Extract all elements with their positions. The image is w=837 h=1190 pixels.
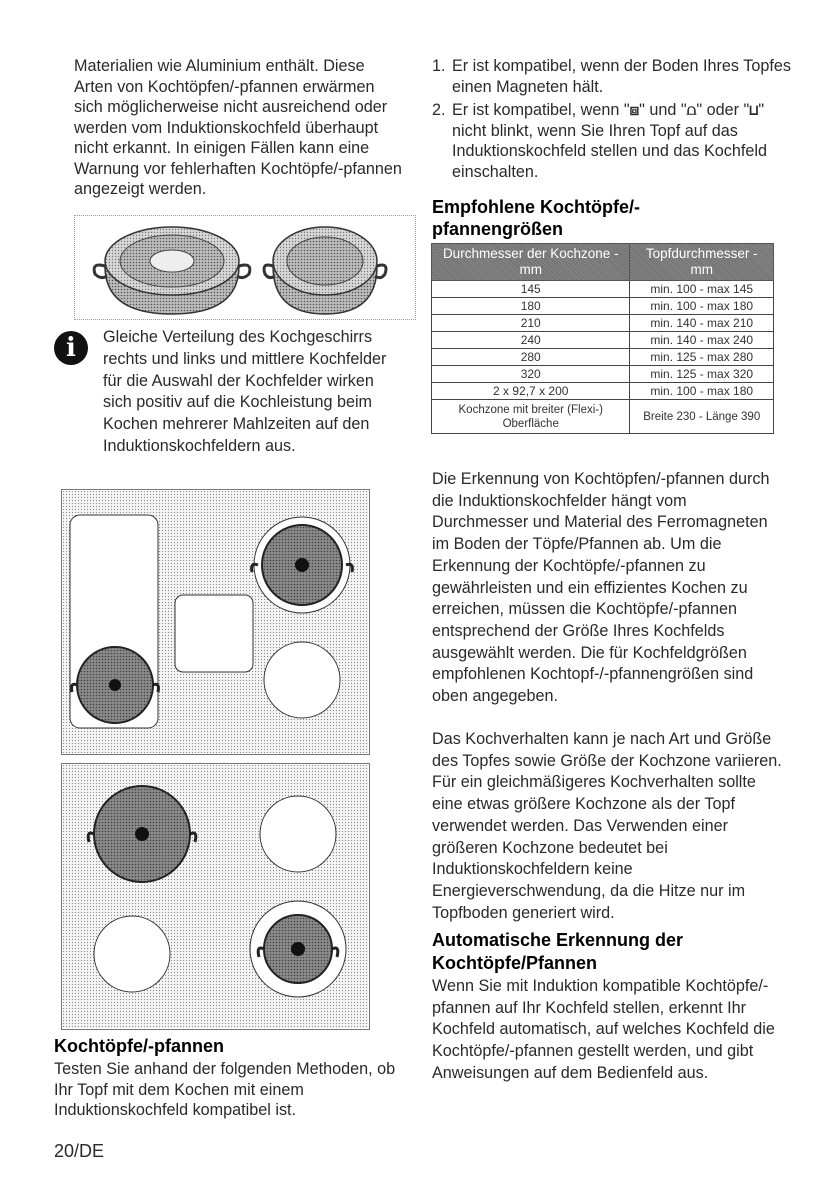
table-row: 280 min. 125 - max 280 bbox=[432, 349, 774, 366]
display-symbol-3-icon: ⊔ bbox=[749, 101, 759, 119]
pots-illustration bbox=[74, 215, 416, 320]
step-2: 2. Er ist kompatibel, wenn "⧈" und "⩍" oder "⊔" nicht blinkt, wenn Sie Ihren Topf auf das Induktionskochfeld stellen und das Kochfeld einschalten. bbox=[432, 101, 767, 181]
table-row: 210 min. 140 - max 210 bbox=[432, 315, 774, 332]
cooktop-diagram-top bbox=[61, 489, 370, 755]
intro-paragraph: Materialien wie Aluminium enthält. Diese Arten von Kochtöpfen/-pfannen erwärmen sich möglicherweise nicht ausreichend oder werden vom Induktionskochfeld überhaupt nicht erkannt. In einigen Fällen kann eine Warnung vor fehlerhaften Kochtöpfe/-pfannen angezeigt werden. bbox=[74, 57, 402, 198]
table-row: 180 min. 100 - max 180 bbox=[432, 298, 774, 315]
auto-detection-paragraph: Wenn Sie mit Induktion kompatible Kochtöpfe/-pfannen auf Ihr Kochfeld stellen, erkennt Ihr Kochfeld automatisch, auf welches Kochfeld die Kochtöpfe/-pfannen gestellt werden, und gibt Anweisungen auf dem Bedienfeld aus. bbox=[432, 977, 775, 1082]
detection-paragraph: Die Erkennung von Kochtöpfen/-pfannen durch die Induktionskochfelder hängt vom Durchmesser und Material des Ferromagneten im Boden der Töpfe/Pfannen ab. Um die Erkennung der Kochtöpfe/-pfannen zu gewährleisten und ein effizientes Kochen zu erreichen, müssen die Kochtöpfe/-pfannen entsprechend der Größe Ihres Kochfelds ausgewählt werden. Die für Kochfeldgrößen empfohlenen Kochtopf-/-pfannengrößen sind oben angegeben. bbox=[432, 470, 770, 706]
table-row: Kochzone mit breiter (Flexi-) Oberfläche Breite 230 - Länge 390 bbox=[432, 400, 774, 434]
table-header-pot: Topfdurchmesser - mm bbox=[630, 244, 774, 281]
recommended-sizes-title: Empfohlene Kochtöpfe/-pfannengrößen bbox=[432, 197, 640, 239]
page-number: 20/DE bbox=[54, 1141, 105, 1161]
info-paragraph: Gleiche Verteilung des Kochgeschirrs rechts und links und mittlere Kochfelder für die Auswahl der Kochfelder wirken sich positiv auf die Kochleistung beim Kochen mehrerer Mahlzeiten auf den Induktionskochfeldern aus. bbox=[103, 328, 387, 455]
square-zone bbox=[175, 595, 253, 672]
cooking-behaviour-paragraph: Das Kochverhalten kann je nach Art und Größe des Topfes sowie Größe der Kochzone variieren. Für ein gleichmäßigeres Kochverhalten sollte eine etwas größere Kochzone als der Topf verwendet werden. Das Verwenden einer größeren Kochzone bedeutet bei Induktionskochfeldern keine Energieverschwendung, da die Hitze nur im Topfboden generiert wird. bbox=[432, 730, 782, 922]
table-row: 145 min. 100 - max 145 bbox=[432, 281, 774, 298]
cookware-paragraph: Testen Sie anhand der folgenden Methoden, ob Ihr Topf mit dem Kochen mit einem Induktionskochfeld kompatibel ist. bbox=[54, 1060, 396, 1119]
zone-bottom-left bbox=[94, 916, 170, 992]
zone-top-right bbox=[260, 796, 336, 872]
pot-size-table bbox=[431, 243, 774, 434]
cooktop-diagram-bottom bbox=[61, 763, 370, 1030]
zone-bottom-right bbox=[264, 642, 340, 718]
compatibility-steps bbox=[432, 56, 792, 185]
pot-left bbox=[94, 227, 250, 314]
section-title-cookware: Kochtöpfe/-pfannen bbox=[54, 1036, 224, 1056]
display-symbol-2-icon: ⩍ bbox=[686, 101, 697, 119]
table-header-zone: Durchmesser der Kochzone - mm bbox=[432, 244, 630, 281]
info-circle-icon: i bbox=[54, 331, 88, 365]
step-1: 1. Er ist kompatibel, wenn der Boden Ihres Topfes einen Magneten hält. bbox=[432, 57, 791, 96]
pots-drawing bbox=[75, 216, 415, 319]
auto-detection-title: Automatische Erkennung der Kochtöpfe/Pfannen bbox=[432, 930, 684, 973]
table-row: 2 x 92,7 x 200 min. 100 - max 180 bbox=[432, 383, 774, 400]
display-symbol-1-icon: ⧈ bbox=[629, 101, 640, 119]
table-row: 240 min. 140 - max 240 bbox=[432, 332, 774, 349]
pot-right bbox=[264, 227, 386, 314]
table-row: 320 min. 125 - max 320 bbox=[432, 366, 774, 383]
